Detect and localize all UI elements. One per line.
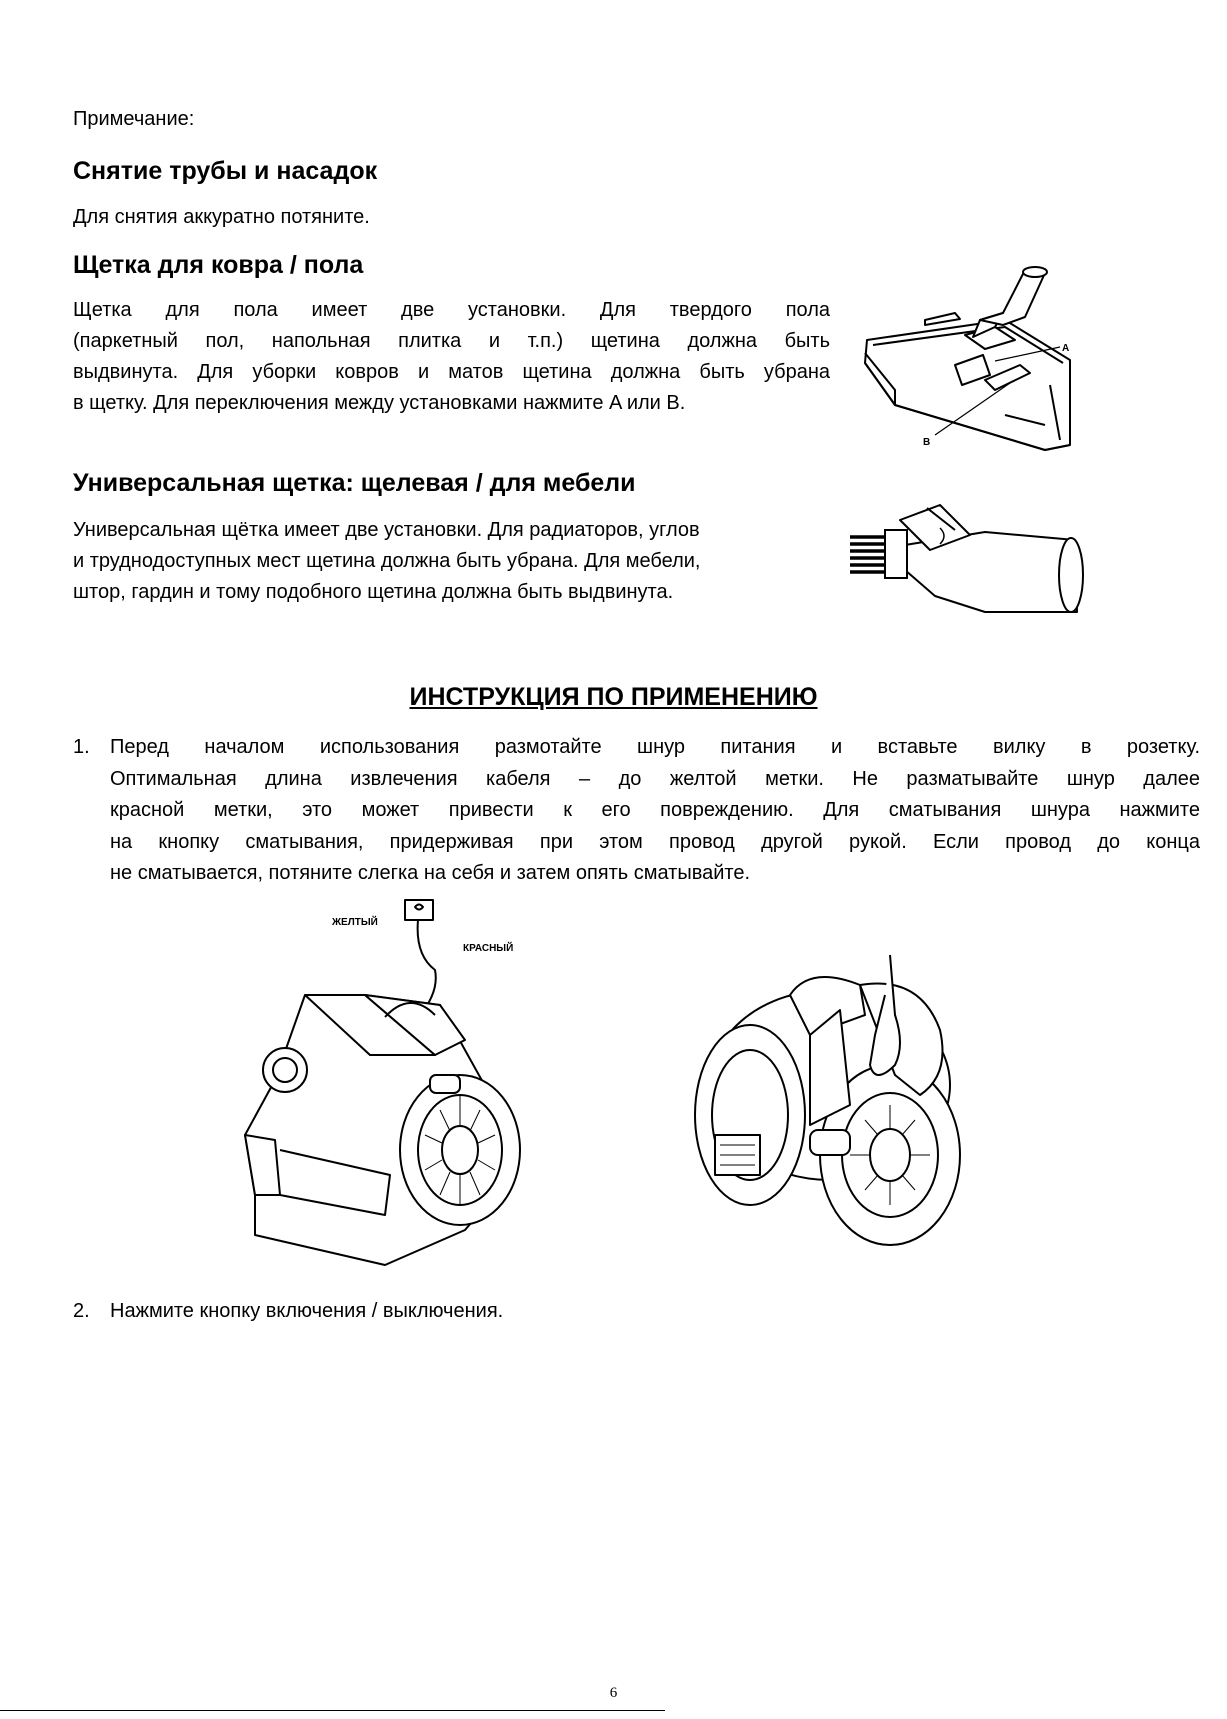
step-text	[110, 1296, 1200, 1328]
text-line: в щетку. Для переключения между установками нажмите A или B.	[73, 392, 686, 414]
vacuum-hand-illustration	[690, 955, 980, 1255]
cable-label-red: КРАСНЫЙ	[463, 943, 514, 954]
paragraph-universal-brush	[73, 515, 830, 608]
text-line: (паркетный пол, напольная плитка и т.п.) щетина должна быть	[73, 330, 830, 352]
universal-brush-illustration	[845, 500, 1090, 625]
text-line: Перед началом использования размотайте шнур питания и вставьте вилку в розетку.	[110, 736, 1200, 758]
figure-label-a: A	[1062, 343, 1070, 354]
step-number: 2.	[73, 1300, 90, 1322]
figure-label-b: B	[923, 437, 931, 448]
floor-brush-illustration	[855, 265, 1090, 455]
heading-floor-brush: Щетка для ковра / пола	[73, 251, 364, 279]
step-text	[110, 732, 1200, 890]
heading-universal-brush: Универсальная щетка: щелевая / для мебели	[73, 469, 636, 497]
note-label: Примечание:	[73, 108, 195, 130]
heading-pipe-removal: Снятие трубы и насадок	[73, 157, 378, 185]
instructions-title: ИНСТРУКЦИЯ ПО ПРИМЕНЕНИЮ	[409, 683, 818, 711]
text-line: Оптимальная длина извлечения кабеля – до желтой метки. Не разматывайте шнур далее	[110, 767, 1200, 790]
text-line: Для снятия аккуратно потяните.	[73, 206, 370, 228]
text-line: не сматывается, потяните слегка на себя и затем опять сматывайте.	[110, 862, 751, 884]
text-line: выдвинута. Для уборки ковров и матов щетина должна быть убрана	[73, 361, 830, 383]
text-line: на кнопку сматывания, придерживая при этом провод другой рукой. Если провод до конца	[110, 830, 1200, 853]
step-number: 1.	[73, 736, 90, 758]
paragraph-pipe-removal	[73, 202, 773, 233]
cable-label-yellow: ЖЕЛТЫЙ	[332, 917, 378, 928]
page-number: 6	[609, 1685, 618, 1701]
text-line: Универсальная щётка имеет две установки. Для радиаторов, углов	[73, 519, 700, 541]
text-line: Нажмите кнопку включения / выключения.	[110, 1300, 504, 1322]
paragraph-floor-brush	[73, 295, 830, 419]
text-line: и труднодоступных мест щетина должна быть убрана. Для мебели,	[73, 550, 701, 572]
text-line: красной метки, это может привести к его повреждению. Для сматывания шнура нажмите	[110, 799, 1200, 821]
text-line: штор, гардин и тому подобного щетина должна быть выдвинута.	[73, 581, 674, 603]
text-line: Щетка для пола имеет две установки. Для твердого пола	[73, 299, 830, 321]
footer-divider	[0, 1710, 665, 1711]
